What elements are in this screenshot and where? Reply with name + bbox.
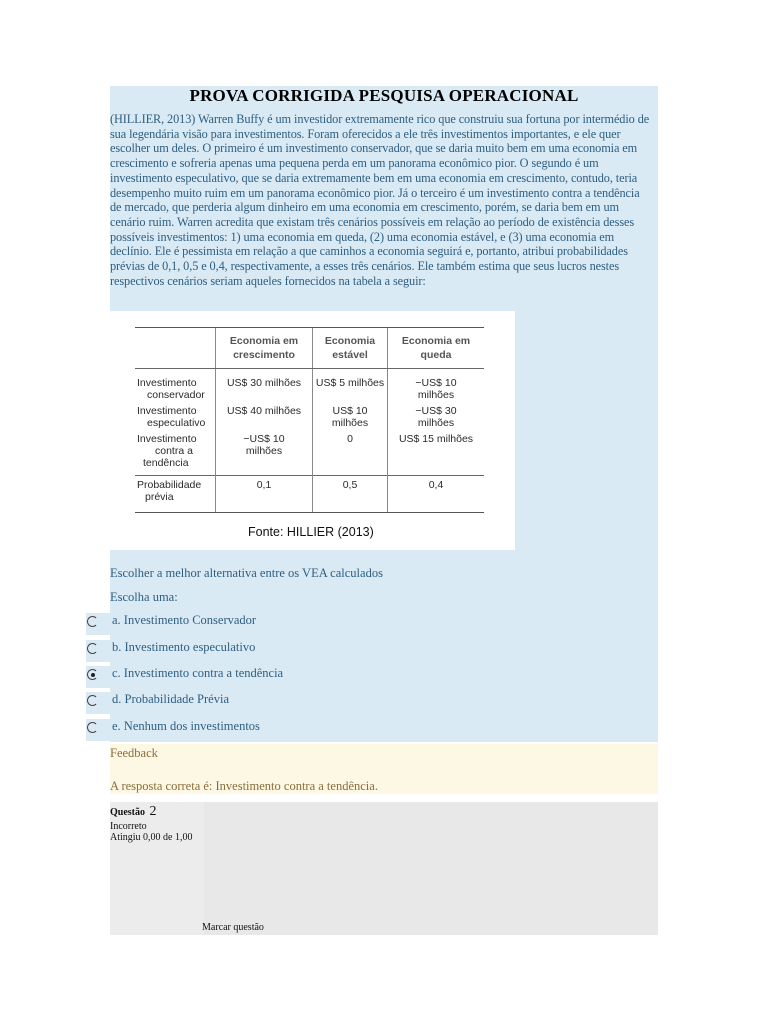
question-label: Questão	[110, 807, 145, 818]
option-label: c. Investimento contra a tendência	[112, 666, 284, 680]
table-cell: −US$ 30 milhões	[388, 401, 485, 429]
row-label-contrarian: Investimento contra a tendência	[137, 433, 197, 469]
question-number: 2	[149, 804, 157, 819]
question-2-status: Incorreto	[110, 821, 147, 832]
page-title: PROVA CORRIGIDA PESQUISA OPERACIONAL	[189, 86, 579, 105]
table-cell: 0	[313, 429, 388, 476]
question-2-number	[110, 804, 157, 820]
col-header-growth: Economia em crescimento	[216, 328, 313, 369]
table-cell: −US$ 10 milhões	[216, 429, 313, 476]
option-e[interactable]	[86, 719, 658, 741]
col-header-stable: Economia estável	[313, 328, 388, 369]
feedback-title: Feedback	[110, 746, 158, 760]
radio-unchecked-icon[interactable]	[87, 695, 98, 706]
row-label-speculative: Investimento especulativo	[137, 405, 206, 429]
flag-question-link[interactable]: Marcar questão	[202, 922, 264, 933]
radio-unchecked-icon[interactable]	[87, 643, 98, 654]
question-statement: (HILLIER, 2013) Warren Buffy é um investidor extremamente rico que construiu sua fortuna por intermédio de sua legendária visão para investimentos. Foram oferecidos a ele três investimentos importantes, e ele quer escolher um deles. O primeiro é um investimento conservador, que se daria muito bem em uma economia em crescimento e sofreria apenas uma pequena perda em um panorama econômico pior. O segundo é um investimento especulativo, que se daria extremamente bem em uma economia em crescimento, contudo, teria desempenho muito ruim em um panorama econômico pior. Já o terceiro é um investimento contra a tendência de mercado, que perderia algum dinheiro em uma economia em crescimento, porém, se daria bem em um cenário ruim. Warren acredita que existam três cenários possíveis em relação ao período de existência desses possíveis investimentos: 1) uma economia em queda, (2) uma economia estável, e (3) uma economia em declínio. Ele é pessimista em relação a que caminhos a economia seguirá e, portanto, atribui probabilidades prévias de 0,1, 0,5 e 0,4, respectivamente, a esses três cenários. Ele também estima que seus lucros nestes respectivos cenários seriam aqueles fornecidos na tabela a seguir:	[110, 112, 650, 288]
option-label: a. Investimento Conservador	[112, 613, 257, 627]
option-c[interactable]	[86, 666, 658, 688]
choose-label: Escolha uma:	[110, 590, 178, 604]
instruction-text: Escolher a melhor alternativa entre os VEA calculados	[110, 566, 383, 580]
col-header-decline: Economia em queda	[388, 328, 485, 369]
option-label: b. Investimento especulativo	[112, 640, 256, 654]
table-cell: US$ 40 milhões	[216, 401, 313, 429]
payoff-table	[135, 327, 484, 513]
option-label: d. Probabilidade Prévia	[112, 692, 229, 706]
table-cell: 0,5	[313, 476, 388, 513]
radio-unchecked-icon[interactable]	[87, 722, 98, 733]
option-d[interactable]	[86, 692, 658, 714]
table-row	[135, 369, 484, 402]
table-cell: US$ 10 milhões	[313, 401, 388, 429]
table-row	[135, 429, 484, 476]
table-cell: −US$ 10 milhões	[388, 369, 485, 402]
radio-unchecked-icon[interactable]	[87, 616, 98, 627]
table-row	[135, 476, 484, 513]
question-2-grade: Atingiu 0,00 de 1,00	[110, 832, 193, 843]
table-row	[135, 401, 484, 429]
table-source-caption: Fonte: HILLIER (2013)	[248, 525, 374, 539]
table-cell: US$ 30 milhões	[216, 369, 313, 402]
option-b[interactable]	[86, 640, 658, 662]
row-label-conservative: Investimento conservador	[137, 377, 205, 401]
option-a[interactable]	[86, 613, 658, 635]
table-cell: 0,4	[388, 476, 485, 513]
option-label: e. Nenhum dos investimentos	[112, 719, 260, 733]
corner-cell	[135, 328, 216, 369]
feedback-answer: A resposta correta é: Investimento contra a tendência.	[110, 779, 378, 793]
radio-checked-icon[interactable]	[87, 669, 98, 680]
table-cell: US$ 5 milhões	[313, 369, 388, 402]
table-cell: 0,1	[216, 476, 313, 513]
row-label-probability: Probabilidade prévia	[135, 476, 216, 513]
table-cell: US$ 15 milhões	[388, 429, 485, 476]
